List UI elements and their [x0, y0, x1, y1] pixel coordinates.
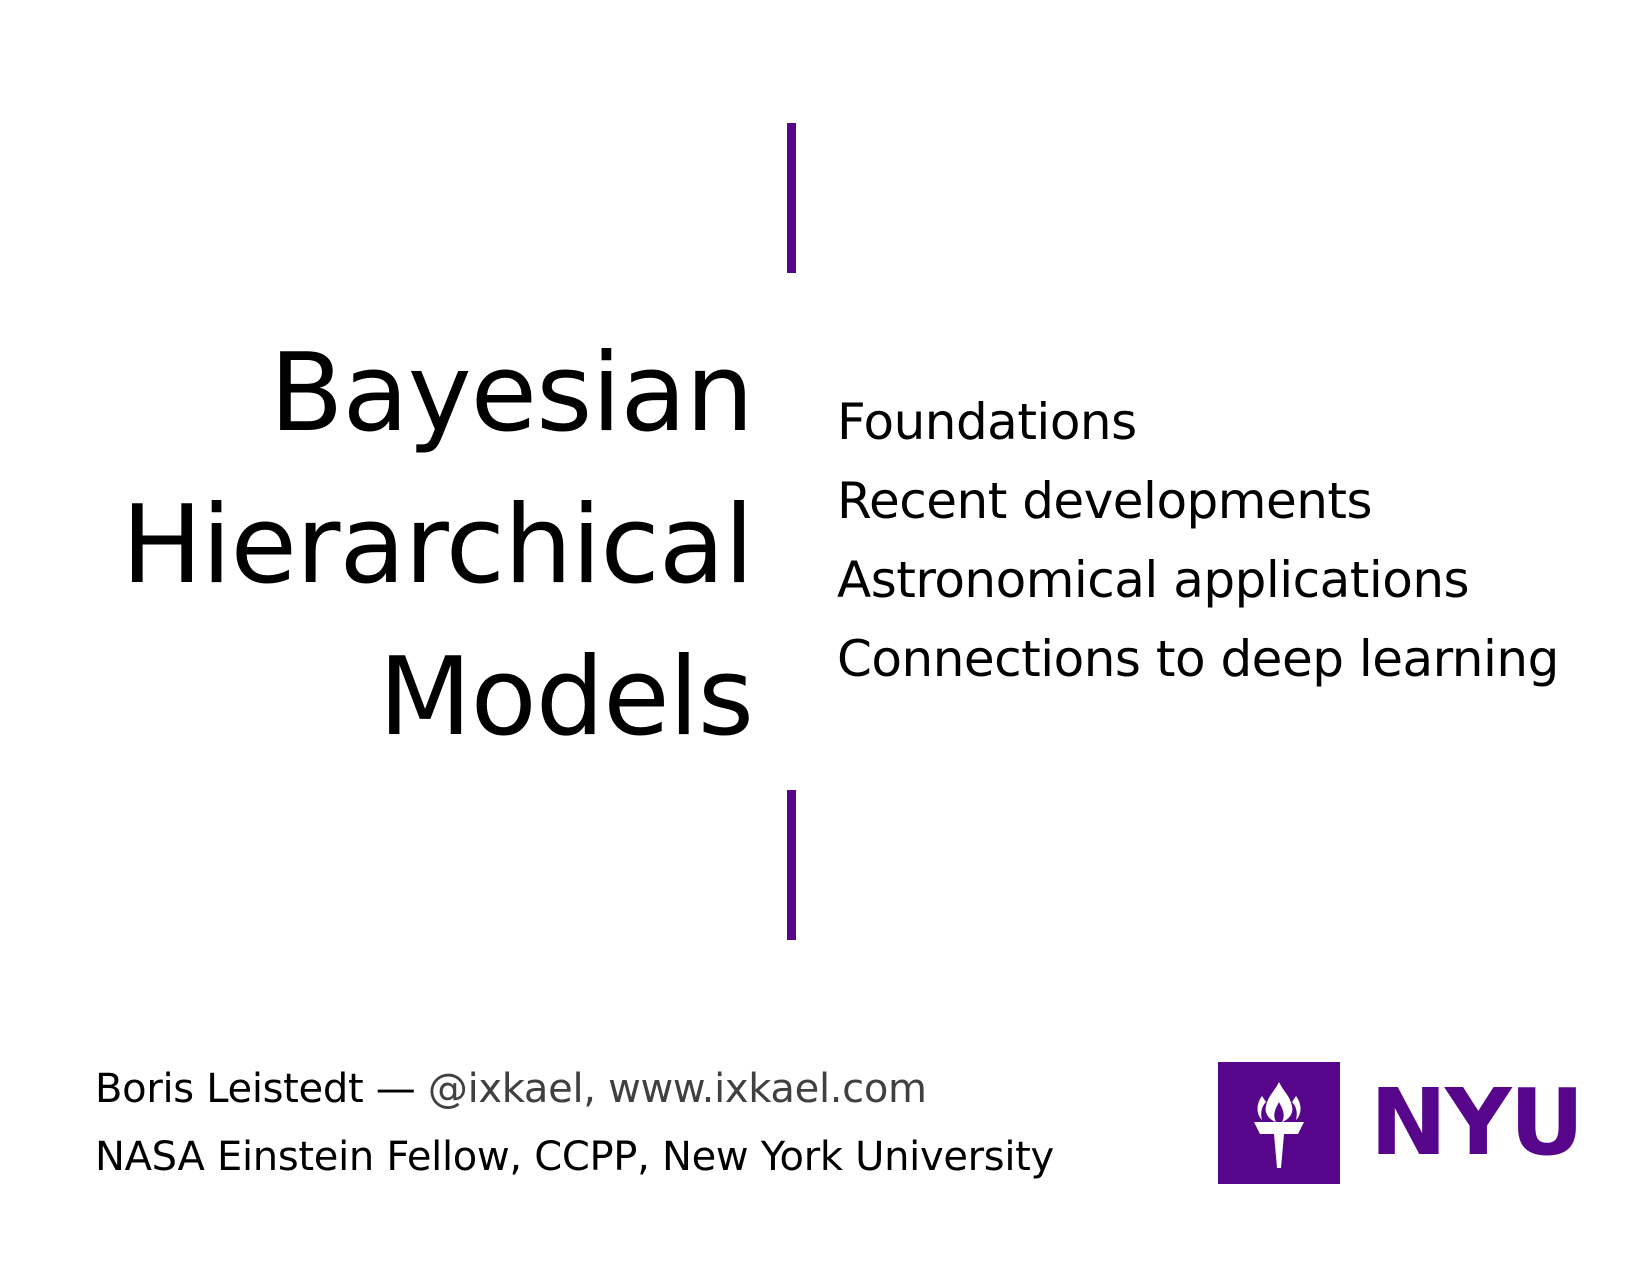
- topic-item: Astronomical applications: [837, 551, 1470, 609]
- author-contact: @ixkael, www.ixkael.com: [427, 1066, 927, 1112]
- slide-title: [121, 318, 753, 774]
- title-line-3: Models: [378, 635, 753, 760]
- topic-list: [837, 383, 1559, 699]
- author-name: Boris Leistedt: [95, 1066, 364, 1112]
- logo-wordmark: NYU: [1370, 1069, 1583, 1176]
- topic-item: Foundations: [837, 393, 1137, 451]
- nyu-logo: [1218, 1062, 1582, 1184]
- author-separator: —: [375, 1066, 416, 1112]
- author-affiliation: NASA Einstein Fellow, CCPP, New York University: [95, 1134, 1054, 1180]
- author-footer: [95, 1055, 1054, 1191]
- topic-item: Connections to deep learning: [837, 630, 1559, 688]
- divider-bar-top: [787, 123, 796, 273]
- logo-box: [1218, 1062, 1340, 1184]
- author-line: [95, 1055, 1054, 1123]
- divider-bar-bottom: [787, 790, 796, 940]
- title-line-2: Hierarchical: [121, 483, 753, 608]
- title-line-1: Bayesian: [269, 331, 753, 456]
- topic-item: Recent developments: [837, 472, 1373, 530]
- torch-icon: [1218, 1062, 1340, 1184]
